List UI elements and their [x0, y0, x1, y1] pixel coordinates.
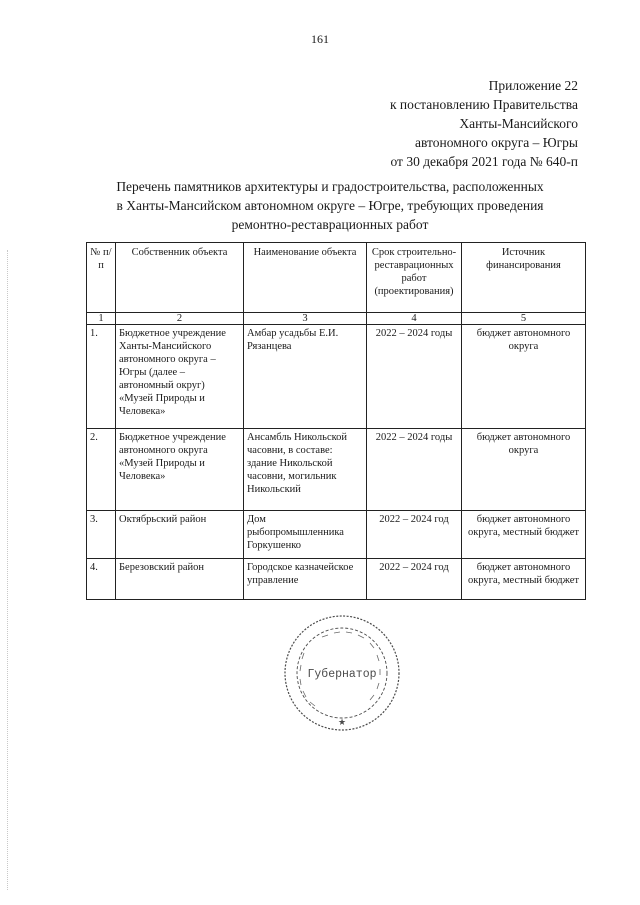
title-line: Перечень памятников архитектуры и градостроительства, расположенных [116, 179, 544, 194]
seal-center-text: Губернатор [307, 668, 377, 681]
cell-source: бюджет автономного округа, местный бюджет [462, 559, 586, 600]
appendix-line: автономного округа – Югры [415, 135, 578, 150]
cell-owner: Бюджетное учреждение автономного округа «Музей Природы и Человека» [116, 429, 244, 511]
cell-object: Городское казначейское управление [244, 559, 367, 600]
cell-source: бюджет автономного округа, местный бюджет [462, 511, 586, 559]
cell-term: 2022 – 2024 годы [367, 325, 462, 429]
cell-owner: Березовский район [116, 559, 244, 600]
cell-number: 4. [87, 559, 116, 600]
cell-term: 2022 – 2024 год [367, 511, 462, 559]
table-row [87, 511, 586, 559]
cell-source: бюджет автономного округа [462, 325, 586, 429]
header-number: № п/п [87, 243, 116, 313]
cell-source: бюджет автономного округа [462, 429, 586, 511]
monuments-table [86, 242, 586, 600]
column-number: 1 [87, 313, 116, 325]
header-term: Срок строительно-реставрационных работ (проектирования) [367, 243, 462, 313]
appendix-line: от 30 декабря 2021 года № 640-п [390, 154, 578, 169]
column-numbers-row [87, 313, 586, 325]
column-number: 2 [116, 313, 244, 325]
appendix-line: Ханты-Мансийского [459, 116, 578, 131]
column-number: 4 [367, 313, 462, 325]
cell-number: 2. [87, 429, 116, 511]
table-row [87, 559, 586, 600]
header-source: Источник финансирования [462, 243, 586, 313]
cell-owner: Октябрьский район [116, 511, 244, 559]
cell-term: 2022 – 2024 год [367, 559, 462, 600]
table-row [87, 325, 586, 429]
star-icon: ★ [337, 718, 347, 728]
cell-object: Дом рыбопромышленника Горкушенко [244, 511, 367, 559]
appendix-line: Приложение 22 [488, 78, 578, 93]
title-line: в Ханты-Мансийском автономном округе – Югре, требующих проведения [116, 198, 544, 213]
seal-stamp [282, 613, 402, 733]
appendix-line: к постановлению Правительства [389, 97, 578, 112]
column-number: 3 [244, 313, 367, 325]
cell-object: Ансамбль Никольской часовни, в составе: здание Никольской часовни, могильник Никольский [244, 429, 367, 511]
cell-number: 1. [87, 325, 116, 429]
table-row [87, 429, 586, 511]
column-number: 5 [462, 313, 586, 325]
cell-owner: Бюджетное учреждение Ханты-Мансийского автономного округа – Югры (далее – автономный округ) «Музей Природы и Человека» [116, 325, 244, 429]
document-title [60, 177, 600, 234]
appendix-block [390, 76, 578, 171]
header-owner: Собственник объекта [116, 243, 244, 313]
header-object: Наименование объекта [244, 243, 367, 313]
page-number: 161 [311, 32, 329, 46]
cell-term: 2022 – 2024 годы [367, 429, 462, 511]
cell-object: Амбар усадьбы Е.И. Рязанцева [244, 325, 367, 429]
cell-number: 3. [87, 511, 116, 559]
title-line: ремонтно-реставрационных работ [231, 217, 429, 232]
scan-margin-line [7, 250, 9, 890]
table-header-row [87, 243, 586, 313]
